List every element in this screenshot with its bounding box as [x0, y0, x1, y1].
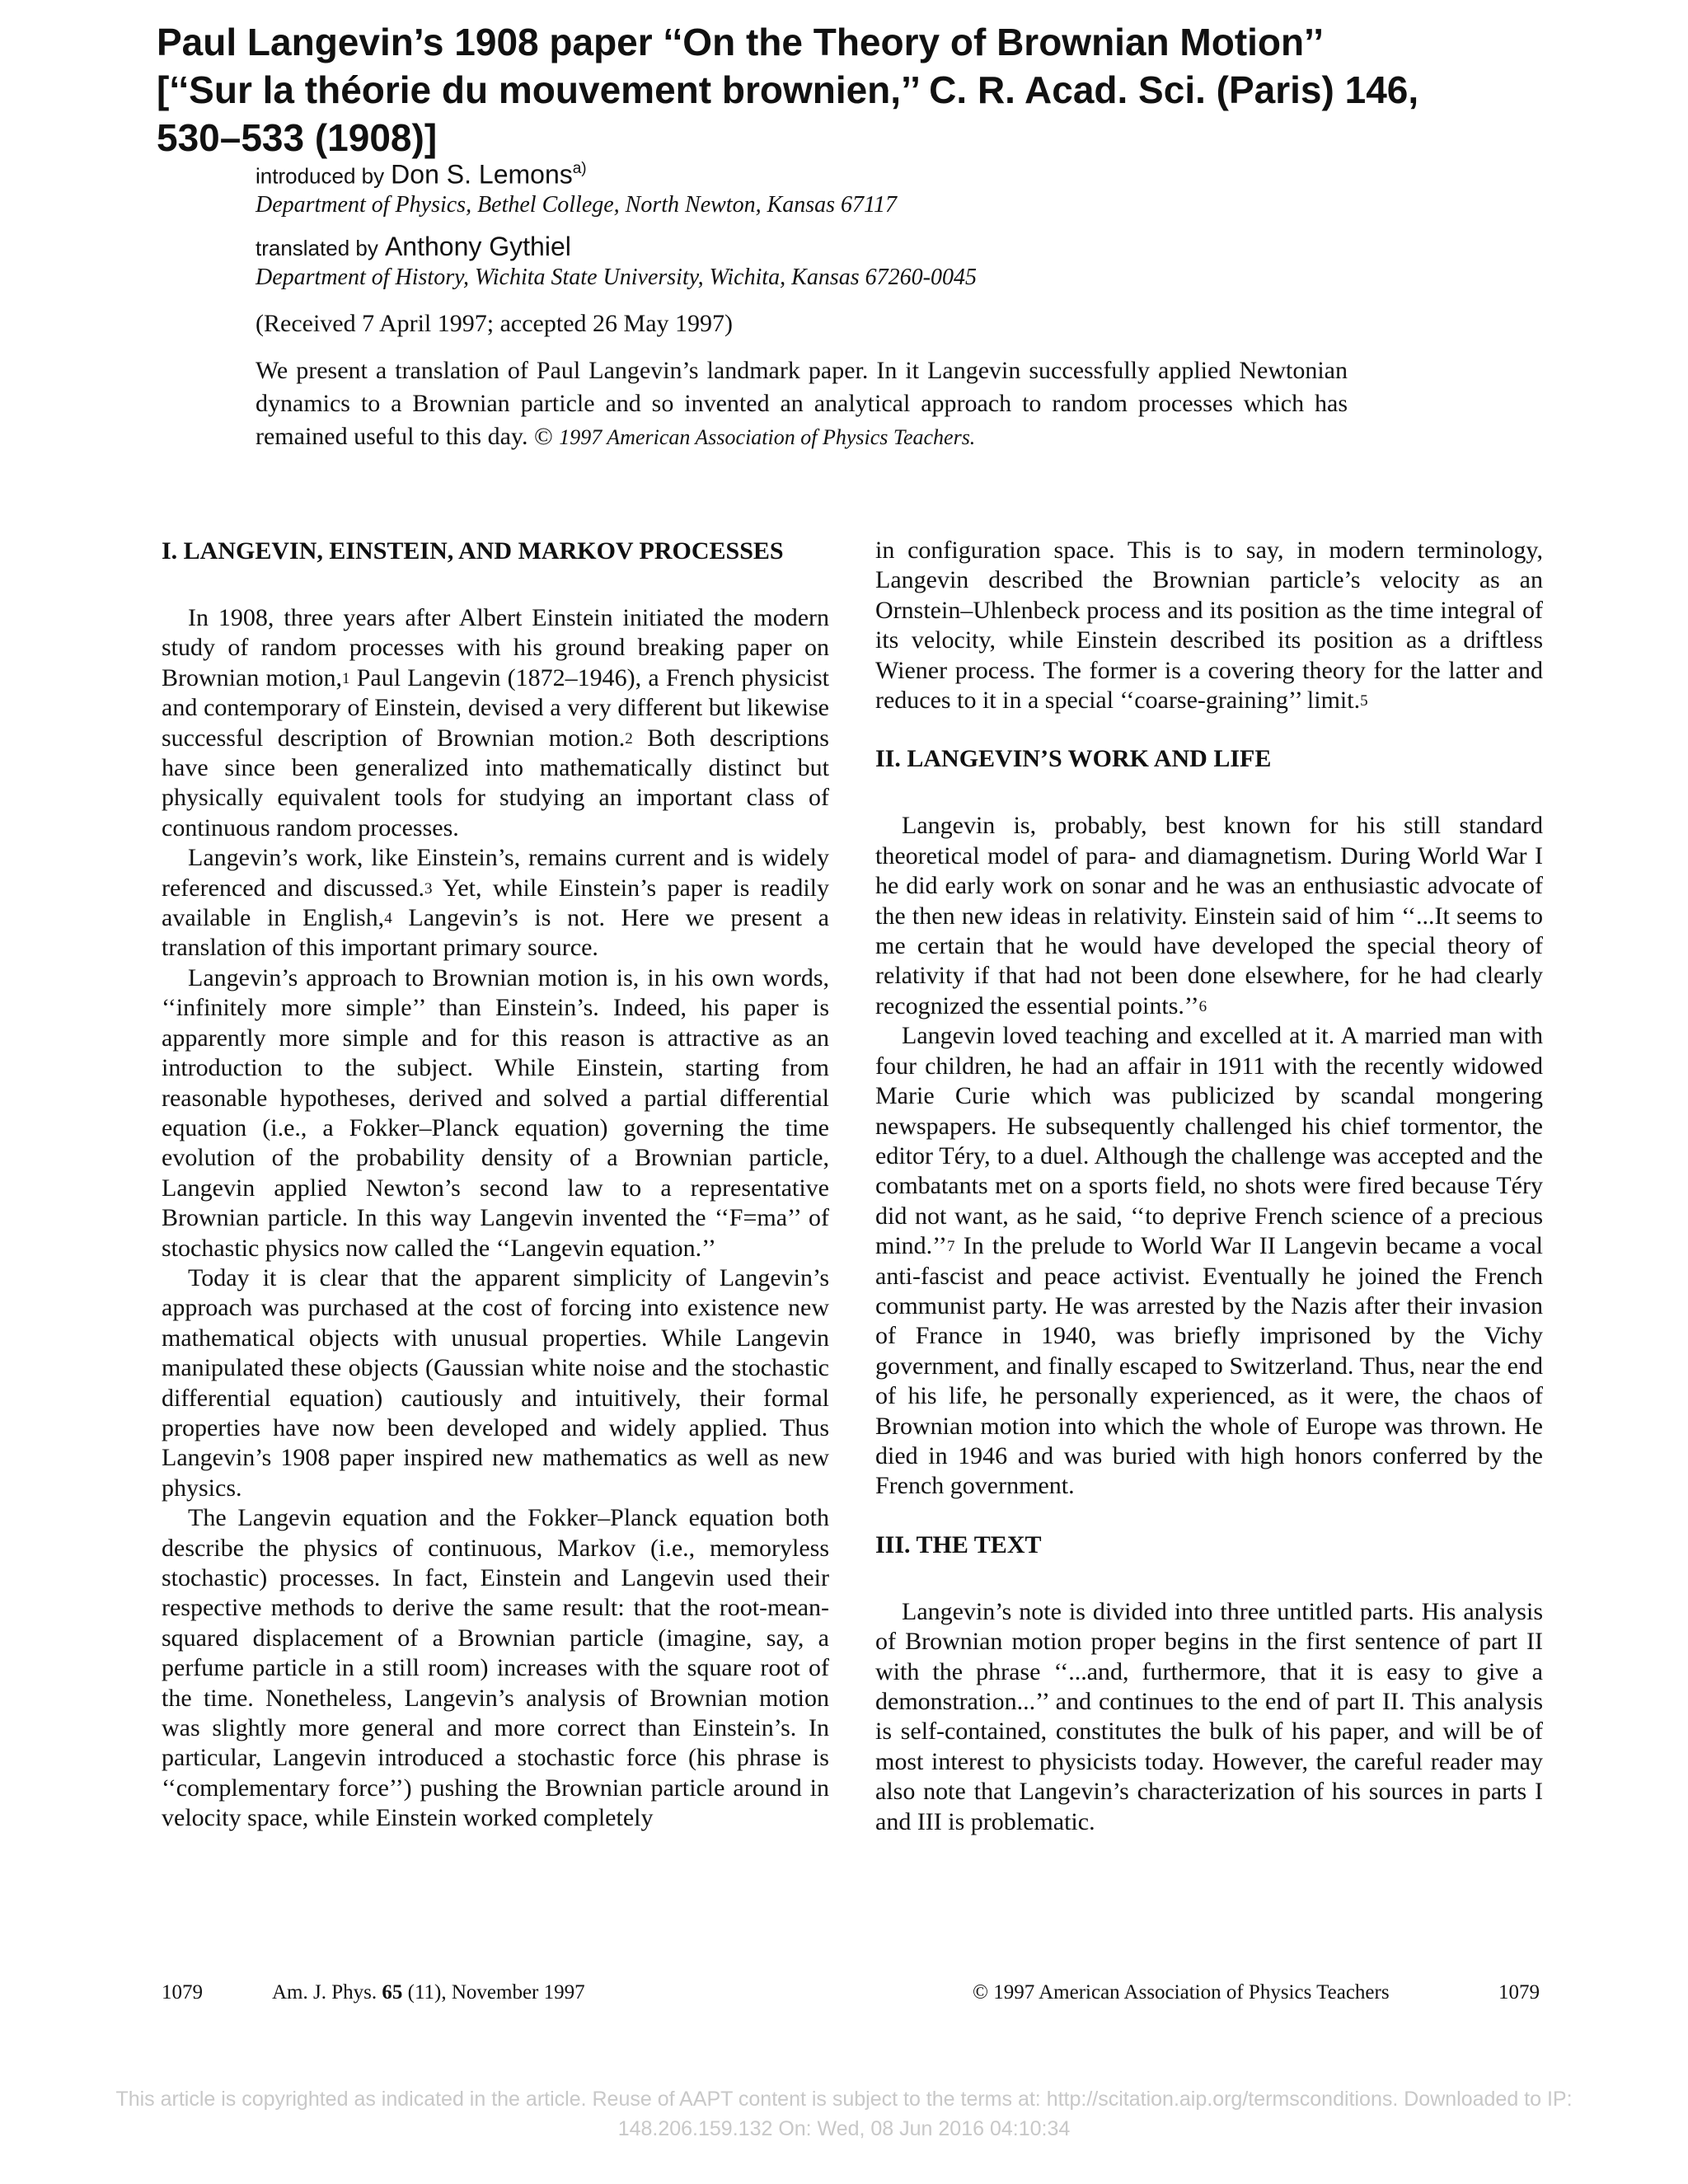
translated-by-label: translated by [256, 236, 378, 260]
section-1-paragraph-5: The Langevin equation and the Fokker–Planck equation both describe the physics of continuous, Markov (i.e., memoryless stochastic) processes. In fact, Einstein and Langevin used their respective methods to derive the same result: that the root-mean-squared displacement of a Brownian particle (imagine, say, a perfume particle in a still room) increases with the square root of the time. Nonetheless, Langevin’s analysis of Brownian motion was slightly more general and more correct than Einstein’s. In particular, Langevin introduced a stochastic force (his phrase is ‘‘complementary force’’) pushing the Brownian particle around in velocity space, while Einstein worked completely [162, 1504, 829, 1832]
abstract-copyright: 1997 American Association of Physics Teachers. [559, 425, 976, 449]
received-dates: (Received 7 April 1997; accepted 26 May 1997) [256, 310, 733, 337]
translator-byline [256, 232, 571, 262]
reference-mark: 7 [946, 1238, 955, 1256]
footer-page-number-left: 1079 [162, 1981, 203, 2004]
title-line-3: 530–533 (1908)] [157, 116, 438, 159]
abstract-text: We present a translation of Paul Langevin’s landmark paper. In it Langevin successfully applied Newtonian dynamics to a Brownian particle and so invented an analytical approach to random processes which has remained useful to this day. © [256, 357, 1348, 450]
section-1-paragraph-2: Langevin’s work, like Einstein’s, remains current and is widely referenced and discussed.$^3$ Yet, while Einstein’s paper is readily available in English,$^4$ Langevin’s is not. Here we present a translation of this important primary source. [162, 844, 829, 962]
reference-mark: 5 [1360, 692, 1368, 710]
download-notice-line-2: 148.206.159.132 On: Wed, 08 Jun 2016 04:10:34 [617, 2117, 1071, 2140]
left-column [162, 536, 829, 1834]
footer-volume: 65 [382, 1981, 403, 2004]
section-3-heading: III. THE TEXT [875, 1530, 1042, 1558]
section-2-paragraph-1: Langevin is, probably, best known for his still standard theoretical model of para- and diamagnetism. During World War I he did early work on sonar and he was an enthusiastic advocate of the then new ideas in relativity. Einstein said of him ‘‘...It seems to me certain that he would have developed the special theory of relativity if that had not been done elsewhere, for he had clearly recognized the essential points.’’$^6$ [875, 812, 1543, 1019]
author-name: Don S. Lemons [391, 159, 573, 190]
author-footnote-mark: a) [572, 160, 587, 177]
abstract [256, 354, 1348, 454]
author-affiliation: Department of Physics, Bethel College, North Newton, Kansas 67117 [256, 192, 897, 218]
section-1-paragraph-1: In 1908, three years after Albert Einstein initiated the modern study of random processes with his ground breaking paper on Brownian motion,$^1$ Paul Langevin (1872–1946), a French physicist and contemporary of Einstein, devised a very different but likewise successful description of Brownian motion.$^2$ Both descriptions have since been generalized into mathematically distinct but physically equivalent tools for studying an important class of continuous random processes. [162, 604, 829, 841]
article-title [157, 18, 1517, 162]
section-2-heading: II. LANGEVIN’S WORK AND LIFE [875, 745, 1272, 773]
translator-affiliation: Department of History, Wichita State University, Wichita, Kansas 67260-0045 [256, 265, 977, 290]
footer-copyright: © 1997 American Association of Physics Teachers [973, 1981, 1390, 2004]
footer-journal-citation [272, 1980, 585, 2005]
right-column [875, 536, 1543, 1837]
reference-mark: 3 [424, 879, 433, 898]
section-3-paragraph-1: Langevin’s note is divided into three untitled parts. His analysis of Brownian motion proper begins in the first sentence of part II with the phrase ‘‘...and, furthermore, that it is easy to give a demonstration...’’ and continues to the end of part II. This analysis is self-contained, constitutes the bulk of his paper, and will be of most interest to physicists today. However, the careful reader may also note that Langevin’s characterization of his sources in parts I and III is problematic. [875, 1597, 1543, 1835]
section-1-paragraph-3: Langevin’s approach to Brownian motion is, in his own words, ‘‘infinitely more simple’’ than Einstein’s. Indeed, his paper is apparently more simple and for this reason is attractive as an introduction to the subject. While Einstein, starting from reasonable hypotheses, derived and solved a partial differential equation (i.e., a Fokker–Planck equation) governing the time evolution of the probability density of a Brownian particle, Langevin applied Newton’s second law to a representative Brownian particle. In this way Langevin invented the ‘‘F=ma’’ of stochastic physics now called the ‘‘Langevin equation.’’ [162, 963, 829, 1262]
section-2-paragraph-2: Langevin loved teaching and excelled at it. A married man with four children, he had an affair in 1911 with the recently widowed Marie Curie which was publicized by scandal mongering newspapers. He subsequently challenged his chief tormentor, the editor Téry, to a duel. Although the challenge was accepted and the combatants met on a sports field, no shots were fired because Téry did not want, as he said, ‘‘to deprive French science of a precious mind.’’$^7$ In the prelude to World War II Langevin became a vocal anti-fascist and peace activist. Eventually he joined the French communist party. He was arrested by the Nazis after their invasion of France in 1940, was briefly imprisoned by the Vichy government, and finally escaped to Switzerland. Thus, near the end of his life, he personally experienced, as it were, the chaos of Brownian motion into which the whole of Europe was thrown. He died in 1946 and was buried with high honors conferred by the French government. [875, 1022, 1543, 1500]
introduced-by-label: introduced by [256, 163, 385, 189]
translator-name: Anthony Gythiel [384, 232, 571, 261]
reference-mark: 1 [342, 669, 350, 687]
footer-page-number-right: 1079 [1498, 1981, 1540, 2004]
title-line-1: Paul Langevin’s 1908 paper ‘‘On the Theory of Brownian Motion’’ [157, 21, 1324, 63]
section-1-paragraph-4: Today it is clear that the apparent simplicity of Langevin’s approach was purchased at the cost of forcing into existence new mathematical objects with unusual properties. While Langevin manipulated these objects (Gaussian white noise and the stochastic differential equation) cautiously and intuitively, their formal properties have now been developed and widely applied. Thus Langevin’s 1908 paper inspired new mathematics as well as new physics. [162, 1263, 829, 1502]
section-1-heading: I. LANGEVIN, EINSTEIN, AND MARKOV PROCESSES [162, 537, 784, 565]
footer-journal: Am. J. Phys. [272, 1981, 377, 2004]
footer-issue: (11), November 1997 [407, 1981, 585, 2004]
reference-mark: 6 [1198, 997, 1207, 1015]
reference-mark: 4 [384, 910, 392, 928]
reference-mark: 2 [625, 729, 633, 748]
title-line-2: [‘‘Sur la théorie du mouvement brownien,’’ C. R. Acad. Sci. (Paris) 146, [157, 68, 1419, 111]
section-1-paragraph-5-continued: in configuration space. This is to say, in modern terminology, Langevin described the Brownian particle’s velocity as an Ornstein–Uhlenbeck process and its position as the time integral of its velocity, while Einstein described its position as a driftless Wiener process. The former is a covering theory for the latter and reduces to it in a special ‘‘coarse-graining’’ limit.$^5$ [875, 537, 1543, 715]
download-notice-line-1: This article is copyrighted as indicated in the article. Reuse of AAPT content is subject to the terms at: http://scitation.aip.org/termsconditions. Downloaded to IP: [115, 2088, 1573, 2111]
author-byline [256, 157, 587, 190]
